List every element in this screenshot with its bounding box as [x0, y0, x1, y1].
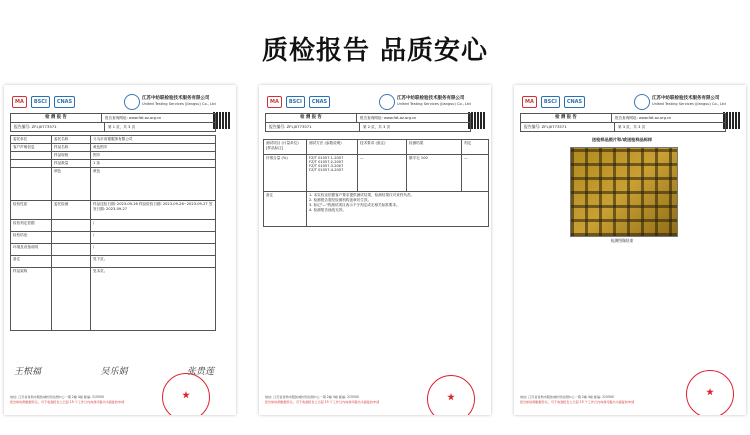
lab-name-en: United Testing Services (Jiangsu) Co., Ltd: [142, 102, 216, 106]
cnas-logo: CNAS: [564, 96, 585, 108]
report-info-table: [10, 135, 216, 331]
footer-address: 地址: 江苏省常熟市服装城纺织检测中心一期 2幢 4楼 邮编: 215500: [520, 395, 614, 399]
row-value: /: [93, 245, 95, 249]
row-label: [11, 168, 52, 200]
row-value: 黄色: [93, 169, 101, 173]
col-header: 检测结果: [407, 140, 462, 154]
footer-notice: 报告如检测数据异议，可于收到报告之日起 15 个工作日内向我司提出书面复检申请: [265, 399, 380, 404]
report-page-1: [4, 85, 236, 415]
col-header: 技术要求 (备注): [358, 140, 407, 154]
report-page-2: [259, 85, 491, 415]
report-page: 第 1 页，共 3 页: [108, 125, 136, 129]
signature: 王根福: [14, 367, 42, 377]
report-page: 第 2 页，共 3 页: [363, 125, 391, 129]
notes-label: 备注: [264, 192, 307, 226]
row-sub: 样品名称: [52, 144, 91, 151]
lab-name-cn: 江苏中纺联检验技术服务有限公司: [142, 96, 210, 101]
signature: 张贵莲: [186, 367, 214, 377]
lab-logo-icon: [124, 94, 140, 110]
cell-judgement: —: [464, 156, 468, 160]
report-footer: [265, 395, 480, 404]
note-line: 3. 标记"—"的测试项目表示不予判定或无相关标准要求。: [309, 203, 400, 207]
bsci-logo: BSCI: [31, 96, 50, 108]
report-title: 检 测 报 告: [521, 114, 612, 122]
official-seal-icon: [162, 373, 210, 415]
footer-address: 地址: 江苏省常熟市服装城纺织检测中心一期 2幢 4楼 邮编: 215500: [265, 395, 359, 399]
report-website: 报告查询网址: www.fdt-az.org.cn: [360, 116, 417, 120]
cell-result: 腈羊毛 100: [407, 155, 462, 191]
row-value: /: [93, 233, 95, 237]
signature: 吴乐娟: [100, 367, 128, 377]
cma-logo: MA: [267, 96, 282, 108]
cnas-logo: CNAS: [309, 96, 330, 108]
report-header-box: [10, 113, 216, 132]
row-label: 委托单位: [11, 136, 52, 143]
col-header: 测试方法 (参数说明): [307, 140, 358, 154]
col-header: 测试项目 (计量单位) [样品标注]: [264, 140, 307, 154]
report-website: 报告查询网址: www.fdt-az.org.cn: [615, 116, 672, 120]
cell-item: 纤维含量 (%): [264, 155, 307, 191]
footer-notice: 报告如检测数据异议，可于收到报告之日起 15 个工作日内向我司提出书面复检申请: [520, 399, 635, 404]
lab-name-cn: 江苏中纺联检验技术服务有限公司: [652, 96, 720, 101]
report-header-box: [520, 113, 726, 132]
certification-logos: [267, 95, 330, 109]
row-value: 见下页。: [93, 257, 108, 261]
cell-requirement: —: [358, 155, 407, 191]
scarf-sample-photo: [570, 147, 678, 237]
report-page: 第 3 页，共 3 页: [618, 125, 646, 129]
row-sub: 样品规格: [52, 152, 91, 159]
photo-caption: 检测图像结束: [610, 238, 634, 243]
row-label: 样品架构: [11, 268, 52, 330]
lab-name-en: United Testing Services (Jiangsu) Co., Ltd: [397, 102, 471, 106]
report-number: 报告编号: ZFLJ0773571: [521, 123, 615, 131]
certification-logos: [12, 95, 75, 109]
row-label: 环境及设备说明: [11, 244, 52, 255]
page-headline: 质检报告 品质安心: [261, 36, 489, 66]
row-label: [11, 152, 52, 159]
row-value: 围巾: [93, 153, 101, 157]
row-value: 样品送检日期: 2023-09-26 样品检验日期: 2023-09-26~2023-09-27 签发日期: 2023-09-27: [93, 202, 213, 211]
report-page-3: [514, 85, 746, 415]
row-sub: 颜色: [52, 168, 91, 200]
report-title: 检 测 报 告: [266, 114, 357, 122]
row-value: 黄色围巾: [93, 145, 108, 149]
report-number: 报告编号: ZFLJ0773571: [266, 123, 360, 131]
row-label: 备注: [11, 256, 52, 267]
official-seal-icon: [686, 370, 734, 415]
footer-address: 地址: 江苏省常熟市服装城纺织检测中心一期 2幢 4楼 邮编: 215500: [10, 395, 104, 399]
row-label: 检验结论: [11, 232, 52, 243]
report-header-box: [265, 113, 471, 132]
cma-logo: MA: [12, 96, 27, 108]
report-title: 检 测 报 告: [11, 114, 102, 122]
report-number: 报告编号: ZFLJ0773571: [11, 123, 105, 131]
note-line: 1. 本实验室依据客户要求提供测试结果，检测结果仅对来样负责。: [309, 193, 415, 197]
sample-photo-title: 送检样品照片和/或送检样品标样: [591, 137, 653, 142]
cell-method: FZ/T 01057.1-2007 FZ/T 01057.2-2007 FZ/T 01057.3-2007 FZ/T 01057.4-2007: [307, 155, 358, 191]
note-line: 4. 检测报告涂改无效。: [309, 208, 346, 212]
row-sub: 委托名称: [52, 136, 91, 143]
report-footer: [10, 395, 225, 404]
row-sub: 样品数量: [52, 160, 91, 167]
bsci-logo: BSCI: [286, 96, 305, 108]
bsci-logo: BSCI: [541, 96, 560, 108]
cma-logo: MA: [522, 96, 537, 108]
row-label: [11, 160, 52, 167]
cnas-logo: CNAS: [54, 96, 75, 108]
lab-logo-icon: [634, 94, 650, 110]
col-header: 判定: [464, 141, 472, 145]
note-line: 2. 检测报告需经检测机构盖章后生效。: [309, 198, 372, 202]
notes-text: [307, 192, 488, 226]
test-results-table: [263, 139, 489, 227]
row-label: 检验性质: [11, 201, 52, 219]
row-value: 见本页。: [93, 269, 108, 273]
row-label: 检验判定依据: [11, 220, 52, 231]
lab-name-cn: 江苏中纺联检验技术服务有限公司: [397, 96, 465, 101]
row-value: /: [93, 221, 95, 225]
lab-name-en: United Testing Services (Jiangsu) Co., Ltd: [652, 102, 726, 106]
footer-notice: 报告如检测数据异议，可于收到报告之日起 15 个工作日内向我司提出书面复检申请: [10, 399, 125, 404]
row-value: 义乌市高德服饰有限公司: [93, 137, 133, 141]
row-sub: 委托检测: [52, 201, 91, 219]
lab-logo-icon: [379, 94, 395, 110]
row-value: 1 条: [93, 161, 101, 165]
report-footer: [520, 395, 735, 404]
certification-logos: [522, 95, 585, 109]
row-label: 客户声明信息: [11, 144, 52, 151]
report-website: 报告查询网址: www.fdt-az.org.cn: [105, 116, 162, 120]
